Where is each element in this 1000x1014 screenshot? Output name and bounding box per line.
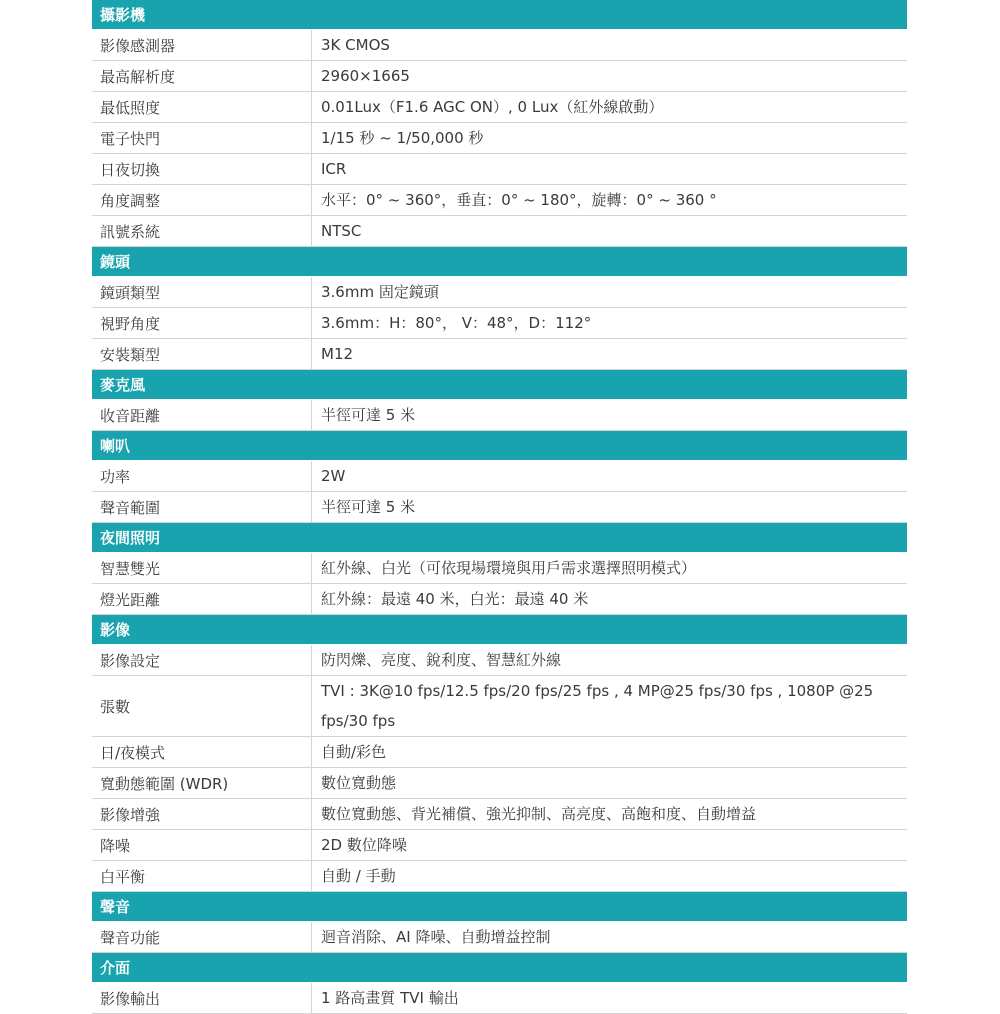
spec-label: 鏡頭類型: [92, 277, 312, 307]
spec-row: [92, 676, 907, 737]
spec-label: 聲音範圍: [92, 492, 312, 522]
spec-label: 燈光距離: [92, 584, 312, 614]
spec-row: [92, 92, 907, 123]
section-header: 聲音: [92, 892, 907, 922]
spec-row: [92, 584, 907, 615]
section-header: 夜間照明: [92, 523, 907, 553]
spec-row: [92, 492, 907, 523]
spec-label: 安裝類型: [92, 339, 312, 369]
spec-value: 3.6mm：H：80°， V：48°，D：112°: [321, 314, 592, 332]
spec-row: [92, 277, 907, 308]
spec-label: 聲音功能: [92, 922, 312, 952]
spec-row: [92, 400, 907, 431]
spec-row: [92, 861, 907, 892]
spec-row: [92, 983, 907, 1014]
spec-value: 自動/彩色: [321, 743, 387, 761]
spec-value: 紅外線、白光（可依現場環境與用戶需求選擇照明模式）: [321, 559, 697, 577]
spec-label: 收音距離: [92, 400, 312, 430]
spec-label: 影像感測器: [92, 30, 312, 60]
spec-value: 3.6mm 固定鏡頭: [321, 283, 439, 301]
spec-value: 2960×1665: [321, 67, 410, 85]
spec-value: NTSC: [321, 222, 362, 240]
spec-value: 自動 / 手動: [321, 867, 396, 885]
spec-value: 數位寬動態、背光補償、強光抑制、高亮度、高飽和度、自動增益: [321, 805, 757, 823]
section-header: 喇叭: [92, 431, 907, 461]
spec-value: M12: [321, 345, 354, 363]
spec-value: 半徑可達 5 米: [321, 406, 416, 424]
spec-value: 2W: [321, 467, 346, 485]
spec-value: 2D 數位降噪: [321, 836, 407, 854]
spec-row: [92, 30, 907, 61]
spec-value: 3K CMOS: [321, 36, 390, 54]
spec-row: [92, 737, 907, 768]
spec-row: [92, 216, 907, 247]
spec-label: 影像設定: [92, 645, 312, 675]
spec-row: [92, 308, 907, 339]
spec-label: 日/夜模式: [92, 737, 312, 767]
spec-value: 水平：0° ~ 360°，垂直：0° ~ 180°，旋轉：0° ~ 360 °: [321, 191, 717, 209]
section-header: 攝影機: [92, 0, 907, 30]
spec-label: 視野角度: [92, 308, 312, 338]
spec-row: [92, 645, 907, 676]
spec-label: 降噪: [92, 830, 312, 860]
spec-row: [92, 61, 907, 92]
spec-row: [92, 339, 907, 370]
spec-label: 張數: [92, 676, 312, 736]
spec-value: 迴音消除、AI 降噪、自動增益控制: [321, 928, 551, 946]
spec-label: 寬動態範圍 (WDR): [92, 768, 312, 798]
spec-row: [92, 185, 907, 216]
spec-value: 1/15 秒 ~ 1/50,000 秒: [321, 129, 484, 147]
spec-label: 訊號系統: [92, 216, 312, 246]
spec-label: 角度調整: [92, 185, 312, 215]
spec-row: [92, 830, 907, 861]
spec-label: 影像增強: [92, 799, 312, 829]
spec-label: 功率: [92, 461, 312, 491]
spec-row: [92, 461, 907, 492]
spec-label: 白平衡: [92, 861, 312, 891]
spec-table: [92, 0, 907, 1014]
spec-label: 智慧雙光: [92, 553, 312, 583]
spec-value: 紅外線：最遠 40 米，白光：最遠 40 米: [321, 590, 589, 608]
section-header: 麥克風: [92, 370, 907, 400]
spec-label: 電子快門: [92, 123, 312, 153]
spec-value: TVI : 3K@10 fps/12.5 fps/20 fps/25 fps , 4 MP@25 fps/30 fps , 1080P @25 fps/30 fps: [321, 682, 874, 730]
spec-label: 最高解析度: [92, 61, 312, 91]
spec-row: [92, 799, 907, 830]
spec-row: [92, 553, 907, 584]
spec-label: 影像輸出: [92, 983, 312, 1013]
spec-value: 數位寬動態: [321, 774, 397, 792]
section-header: 介面: [92, 953, 907, 983]
spec-value: ICR: [321, 160, 347, 178]
spec-label: 日夜切換: [92, 154, 312, 184]
spec-value: 防閃爍、亮度、銳利度、智慧紅外線: [321, 651, 562, 669]
spec-value: 1 路高畫質 TVI 輸出: [321, 989, 459, 1007]
spec-label: 最低照度: [92, 92, 312, 122]
spec-row: [92, 154, 907, 185]
spec-row: [92, 922, 907, 953]
spec-value: 0.01Lux（F1.6 AGC ON）, 0 Lux（紅外線啟動）: [321, 98, 664, 116]
spec-row: [92, 768, 907, 799]
section-header: 影像: [92, 615, 907, 645]
spec-row: [92, 123, 907, 154]
section-header: 鏡頭: [92, 247, 907, 277]
spec-value: 半徑可達 5 米: [321, 498, 416, 516]
